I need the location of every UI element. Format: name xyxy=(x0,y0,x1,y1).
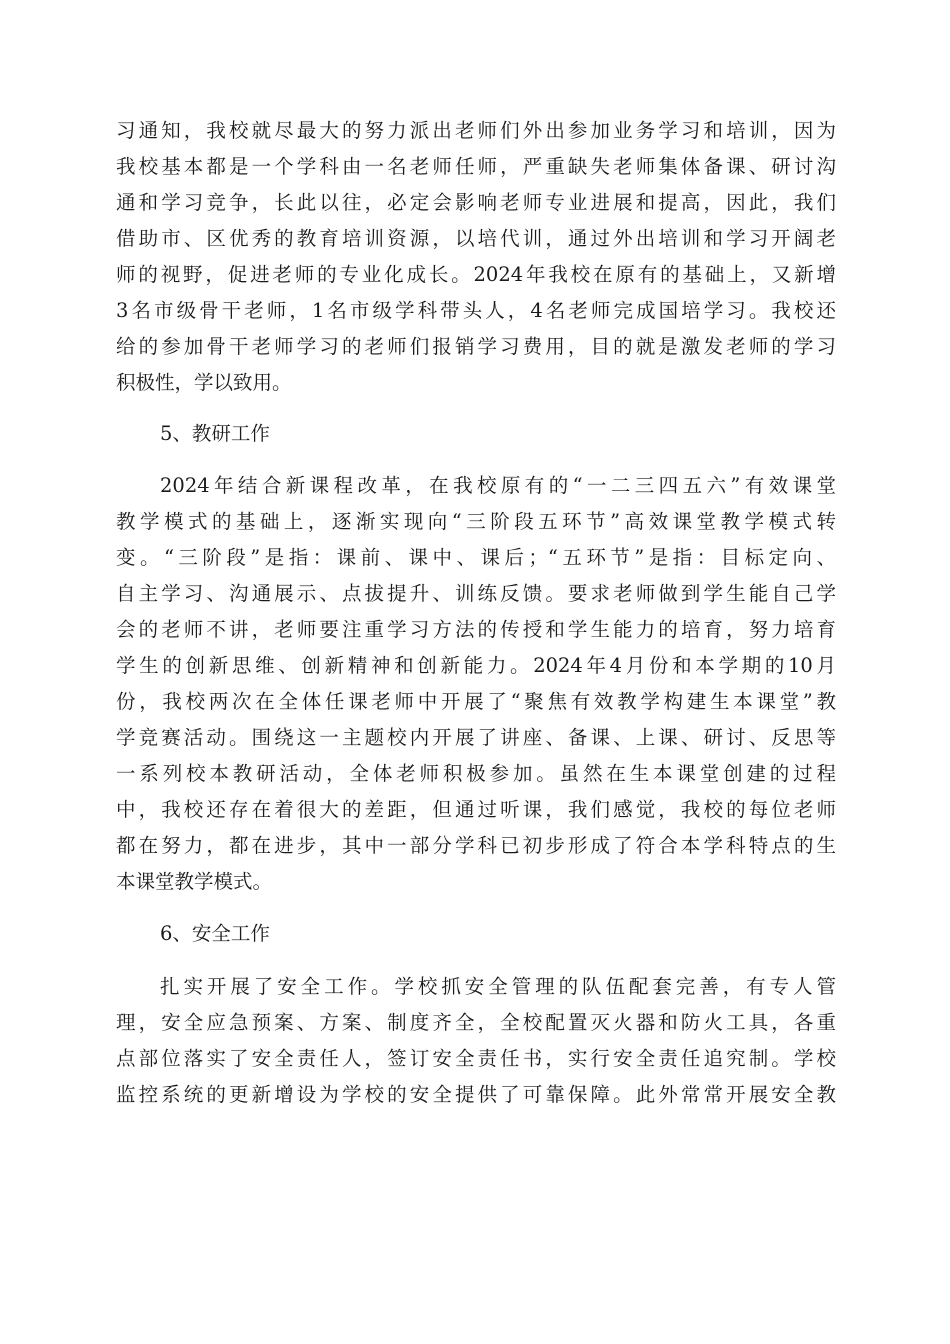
body-line: 积极性，学以致用。 xyxy=(116,371,292,394)
body-line: 自主学习、沟通展示、点拔提升、训练反馈。要求老师做到学生能自己学 xyxy=(116,582,836,605)
body-line: 都在努力，都在进步，其中一部分学科已初步形成了符合本学科特点的生 xyxy=(116,834,836,857)
section-heading: 6、安全工作 xyxy=(160,922,270,945)
body-line: 理，安全应急预案、方案、制度齐全，全校配置灭火器和防火工具，各重 xyxy=(116,1011,836,1034)
body-line: 监控系统的更新增设为学校的安全提供了可靠保障。此外常常开展安全教 xyxy=(116,1083,836,1106)
body-line: 中，我校还存在着很大的差距，但通过听课，我们感觉，我校的每位老师 xyxy=(116,798,836,821)
body-line: 我校基本都是一个学科由一名老师任师，严重缺失老师集体备课、研讨沟 xyxy=(116,155,836,178)
body-line: 本课堂教学模式。 xyxy=(116,870,273,893)
body-line: 3名市级骨干老师，1名市级学科带头人，4名老师完成国培学习。我校还 xyxy=(116,299,836,322)
body-line: 点部位落实了安全责任人，签订安全责任书，实行安全责任追究制。学校 xyxy=(116,1047,836,1070)
section-heading: 5、教研工作 xyxy=(160,422,270,445)
body-line: 习通知，我校就尽最大的努力派出老师们外出参加业务学习和培训，因为 xyxy=(116,119,836,142)
body-line: 学生的创新思维、创新精神和创新能力。2024年4月份和本学期的10月 xyxy=(116,654,836,677)
body-line: 扎实开展了安全工作。学校抓安全管理的队伍配套完善，有专人管 xyxy=(160,975,836,998)
body-line: 借助市、区优秀的教育培训资源，以培代训，通过外出培训和学习开阔老 xyxy=(116,227,836,250)
body-line: 给的参加骨干老师学习的老师们报销学习费用，目的就是激发老师的学习 xyxy=(116,335,836,358)
body-line: 会的老师不讲，老师要注重学习方法的传授和学生能力的培育，努力培育 xyxy=(116,618,836,641)
body-line: 变。“三阶段”是指：课前、课中、课后；“五环节”是指：目标定向、 xyxy=(116,546,836,569)
body-line: 2024年结合新课程改革，在我校原有的“一二三四五六”有效课堂 xyxy=(160,474,836,497)
body-line: 教学模式的基础上，逐渐实现向“三阶段五环节”高效课堂教学模式转 xyxy=(116,510,836,533)
body-line: 师的视野，促进老师的专业化成长。2024年我校在原有的基础上，又新增 xyxy=(116,263,836,286)
body-line: 份，我校两次在全体任课老师中开展了“聚焦有效教学构建生本课堂”教 xyxy=(116,690,836,713)
body-line: 通和学习竞争，长此以往，必定会影响老师专业进展和提高，因此，我们 xyxy=(116,191,836,214)
body-line: 一系列校本教研活动，全体老师积极参加。虽然在生本课堂创建的过程 xyxy=(116,762,836,785)
body-line: 学竞赛活动。围绕这一主题校内开展了讲座、备课、上课、研讨、反思等 xyxy=(116,726,836,749)
